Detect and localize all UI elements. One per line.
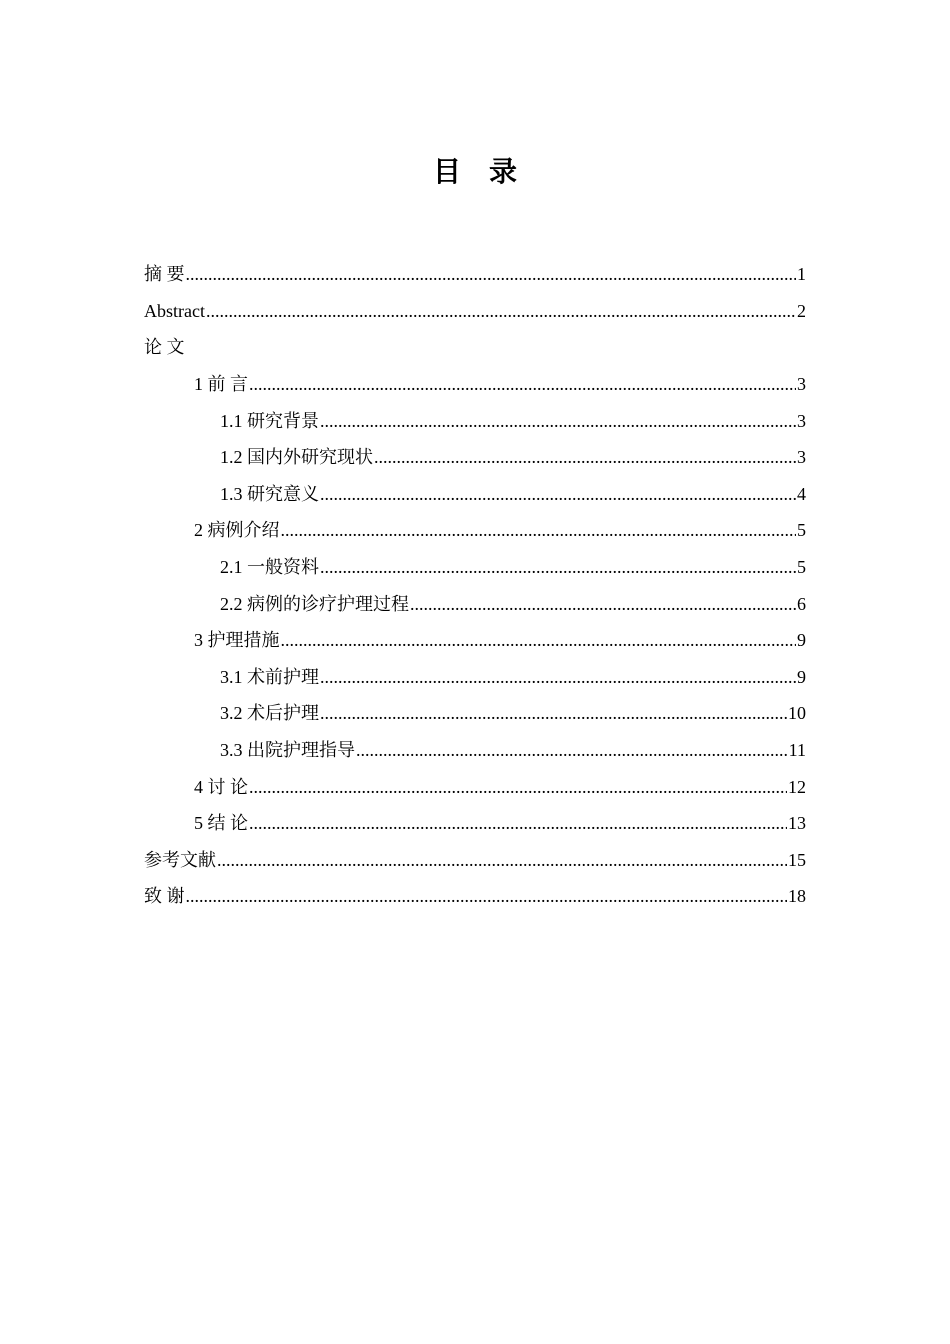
toc-entry-label: 3.1 术前护理: [220, 666, 319, 687]
toc-entry[interactable]: [144, 878, 806, 915]
toc-entry[interactable]: [144, 768, 806, 805]
toc-dot-leader: [320, 410, 796, 432]
toc-entry[interactable]: [144, 695, 806, 732]
toc-entry[interactable]: [144, 329, 806, 366]
toc-entry[interactable]: [144, 476, 806, 513]
toc-entry[interactable]: [144, 293, 806, 330]
toc-entry-label: 摘 要: [144, 264, 185, 285]
toc-entry-page-number: 3: [797, 410, 806, 431]
toc-dot-leader: [249, 812, 787, 834]
toc-entry[interactable]: [144, 622, 806, 659]
toc-entry-label: 论 文: [144, 337, 185, 358]
toc-entry-label: 2.1 一般资料: [220, 557, 319, 578]
toc-entry-page-number: 9: [797, 630, 806, 651]
toc-dot-leader: [320, 483, 796, 505]
toc-dot-leader: [206, 300, 796, 322]
toc-dot-leader: [186, 885, 788, 907]
toc-entry-page-number: 4: [797, 483, 806, 504]
toc-entry-page-number: 9: [797, 666, 806, 687]
toc-dot-leader: [374, 446, 796, 468]
toc-entry[interactable]: [144, 549, 806, 586]
toc-entry-label: 2.2 病例的诊疗护理过程: [220, 593, 409, 614]
toc-entry[interactable]: [144, 439, 806, 476]
toc-dot-leader: [320, 702, 787, 724]
toc-entry-page-number: 5: [797, 520, 806, 541]
toc-entry[interactable]: [144, 512, 806, 549]
toc-dot-leader: [281, 629, 797, 651]
toc-entry-label: 4 讨 论: [194, 776, 248, 797]
toc-entry-page-number: 3: [797, 447, 806, 468]
toc-dot-leader: [217, 849, 787, 871]
toc-entry-label: 1.3 研究意义: [220, 483, 319, 504]
toc-dot-leader: [356, 739, 788, 761]
toc-dot-leader: [320, 666, 796, 688]
toc-entry-page-number: 11: [788, 740, 806, 761]
toc-entry-label: 2 病例介绍: [194, 520, 280, 541]
toc-entry[interactable]: [144, 366, 806, 403]
toc-entry-page-number: 15: [788, 849, 806, 870]
toc-entry-label: 1 前 言: [194, 374, 248, 395]
toc-entry[interactable]: [144, 256, 806, 293]
toc-entry-page-number: 18: [788, 886, 806, 907]
toc-entry-page-number: 13: [788, 813, 806, 834]
toc-dot-leader: [186, 263, 797, 285]
toc-entry-label: 参考文献: [144, 849, 216, 870]
toc-entry-label: Abstract: [144, 300, 205, 321]
toc-entry[interactable]: [144, 805, 806, 842]
toc-entry-page-number: 3: [797, 374, 806, 395]
toc-entry[interactable]: [144, 732, 806, 769]
toc-dot-leader: [249, 373, 796, 395]
toc-entry[interactable]: [144, 842, 806, 879]
toc-title: 目 录: [432, 155, 517, 188]
toc-entry[interactable]: [144, 659, 806, 696]
toc-entry-label: 1.1 研究背景: [220, 410, 319, 431]
toc-entry-label: 致 谢: [144, 886, 185, 907]
toc-entry-label: 1.2 国内外研究现状: [220, 447, 373, 468]
toc-entry-label: 3.3 出院护理指导: [220, 740, 355, 761]
toc-dot-leader: [281, 519, 797, 541]
toc-entry-label: 5 结 论: [194, 813, 248, 834]
toc-entry[interactable]: [144, 585, 806, 622]
toc-dot-leader: [320, 556, 796, 578]
toc-entry-page-number: 10: [788, 703, 806, 724]
toc-entry-page-number: 5: [797, 557, 806, 578]
toc-dot-leader: [410, 593, 796, 615]
toc-entry-label: 3.2 术后护理: [220, 703, 319, 724]
toc-dot-leader: [249, 776, 787, 798]
toc-entry-label: 3 护理措施: [194, 630, 280, 651]
toc-entry-page-number: 2: [797, 300, 806, 321]
table-of-contents: [144, 256, 806, 915]
toc-entry-page-number: 6: [797, 593, 806, 614]
toc-entry-page-number: 1: [797, 264, 806, 285]
toc-entry-page-number: 12: [788, 776, 806, 797]
toc-entry[interactable]: [144, 402, 806, 439]
